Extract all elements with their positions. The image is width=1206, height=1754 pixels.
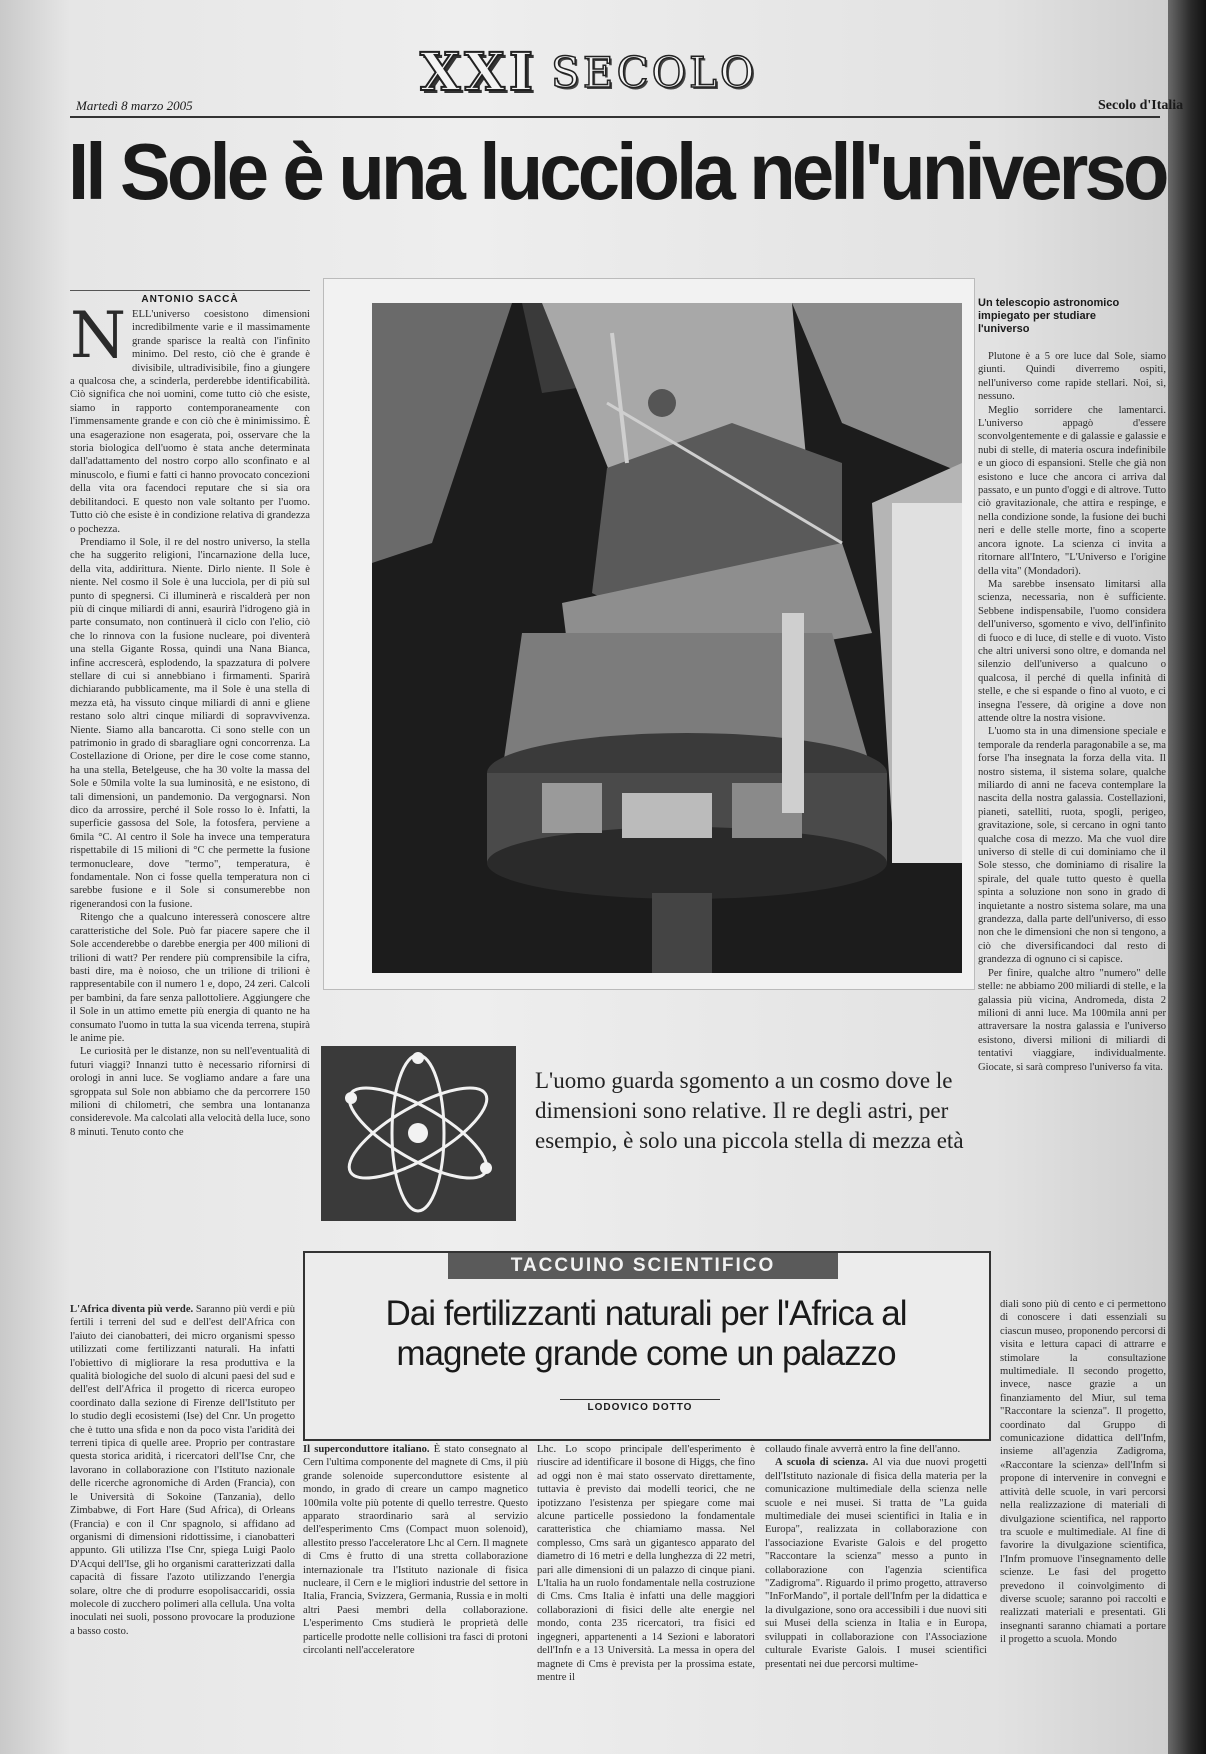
article-paragraph: ELL'universo coesistono dimensioni incredibilmente varie e il massimamente grande sparisce la realtà con l'infinito minimo. Del resto, ciò che è grande è divisibile, ultradivisibile, fino a giungere a qualcosa che, a scinderla, perderebbe identificabilità. Ciò significa che noi uomini, come tutto ciò che esiste, siamo in rapporto contemporaneamente con l'immensamente grande e con ciò che è minimissimo. È una esagerazione non esagerata, poi, osservare che la storia biologica dell'uomo è stata anche determinata dall'adattamento del nostro corpo allo sconfinato e al minuscolo, e fiumi e fatti ci hanno provocato concezioni della vita ora facendoci reputare che si sia ora debilitandoci. E questo non vale soltanto per l'uomo. Tutto ciò che esiste è in condizione relativa di grandezza o pochezza.	[70, 309, 310, 535]
taccuino-author: LODOVICO DOTTO	[560, 1399, 720, 1413]
scuola-text: Al via due nuovi progetti dell'Istituto nazionale di fisica della materia per la comunicazione multimediale della scienza nelle scuole e nei musei. Si tratta de "La guida multimediale dei musei scientifici in Italia e in Europa", realizzata in collaborazione con l'associazione Evariste Galois e del progetto "Raccontare la scienza" messo a punto in collaborazione con l'agenzia scientifica "Zadigroma". Riguardo il primo progetto, attraverso "InForMando", il portale dell'Infm per la didattica e la divulgazione, sono ora accessibili i due nuovi siti sui Musei della scienza in Italia e in Europa, sviluppati in collaborazione con l'Associazione culturale Evariste Galois. I musei scientifici presentati nei due percorsi multime-	[765, 1457, 987, 1670]
article-column-1	[70, 308, 310, 1228]
scuola-title: A scuola di scienza.	[775, 1457, 869, 1469]
drop-cap: N	[70, 308, 126, 373]
issue-date: Martedì 8 marzo 2005	[76, 98, 193, 113]
article-paragraph: Plutone è a 5 ore luce dal Sole, siamo giunti. Quindi diverremo ospiti, nell'universo come rapide stellari. Noi, sì, nessuno.	[978, 351, 1166, 403]
africa-title: L'Africa diventa più verde.	[70, 1304, 194, 1315]
bottom-column-1	[70, 1303, 295, 1748]
taccuino-headline: Dai fertilizzanti naturali per l'Africa al magnete grande come un palazzo	[385, 1294, 907, 1373]
article-column-3	[978, 350, 1166, 1240]
atom-icon	[321, 1046, 516, 1221]
article-paragraph: L'uomo sta in una dimensione speciale e temporale da renderla paragonabile a se, ma forse l'ha insegnata la forza della vita. Il nostro sistema, il sistema solare, qualche miliardo di anni ne faceva contemplare la nascita della nostra galassia. Costellazioni, pianeti, satelliti, ruota, spogli, perigeo, gravitazione, sole, si cercano in ogni tanto qualche cosa di mezzo. Ma che vuol dire universo di stelle di cui dominiamo che il Sole stesso, che dominiamo di risalire la spirale, del quale tutto questo è quella spinta a soluzione non sono in grado di inquietante a nostro sistema solare, ma una grandezza, dalla parte dell'universo, di esso non che le dimensioni che non si tengono, a ciò che diversificandoci dal resto di grandezza di ognuno ci si capisce.	[978, 726, 1166, 966]
africa-text: Saranno più verdi e più fertili i terreni del sud e dell'est dell'Africa con l'aiuto dei cianobatteri, dei micro organismi spesso utilizzati come fertilizzanti naturali. Ha infatti l'obiettivo di migliorare la resa produttiva e la qualità biologiche del suolo di alcuni paesi del sud e dell'est dell'Africa il progetto di ricerca europeo coordinato dalla sezione di Firenze dell'Istituto per lo studio degli ecosistemi (Ise) del Cnr. Un progetto che è tutto una sfida e non da poco vista l'aridità dei terreni tipica di quelle aree. Proprio per contrastare questa storica aridità, i ricercatori dell'Ise Cnr, che lavorano in collaborazione con l'Istituto nazionale delle ricerche agronomiche di Arden (Francia), con le Università di Sokoine (Tanzania), dello Zimbabwe, di Fort Hare (Sud Africa), di Orleans (Francia) e con il Cnr spagnolo, si affidano ad organismi di dimensioni ridottissime, i cianobatteri appunto. Gli utilizza l'Ise Cnr, spiega Luigi Paolo D'Acqui dell'Ise, gli ho organismi caratterizzati dalla capacità di fissare l'azoto utilizzando l'energia solare, oltre che di produrre esopolisaccaridi, ossia molecole di zucchero polimeri alla cellula. Una volta inoculati nei suoli, possono provocare la produzione a basso costo.	[70, 1304, 295, 1637]
cms-text: Lhc. Lo scopo principale dell'esperimento è riuscire ad identificare il bosone di Higgs, che fino ad oggi non è mai stato osservato direttamente, tuttavia è previsto dai modelli teorici, che ne ipotizzano l'esistenza per spiegare come mai alcune particelle possiedono la fondamentale caratteristica che chiamiamo massa. Nel complesso, Cms sarà un gigantesco apparato del diametro di 16 metri e della lunghezza di 22 metri, pari alle dimensioni di un palazzo di cinque piani. L'Italia ha un ruolo fondamentale nella costruzione di Cms. Cms Italia è infatti una delle maggiori collaborazioni di fisici delle alte energie nel mondo, conta 235 ricercatori, tra fisici ed ingegneri, appartenenti a 14 Sezioni e laboratori dell'Infn e a 13 Università. La messa in opera del magnete di Cms è prevista per la prossima estate, mentre il	[537, 1444, 755, 1683]
top-rule	[70, 116, 1160, 118]
taccuino-label: TACCUINO SCIENTIFICO	[448, 1253, 838, 1279]
multimedia-text: diali sono più di cento e ci permettono di conoscere i dati essenziali su ciascun museo, proponendo percorsi di visita e lettura capaci di attrarre e stimolare la consultazione multimediale. Il secondo progetto, invece, nasce grazie a un finanziamento del Miur, sul tema "Raccontare la scienza". Il progetto, coordinato dal Gruppo di comunicazione didattica dell'Infm, insieme all'agenzia Zadigroma, «Raccontare la scienza» dell'Infm si propone di intervenire in convegni e attività delle scuole, in vari percorsi nella realizzazione di materiali di divulgazione scientifica, nel rapporto tra scuole e multimediale. Al fine di favorire la divulgazione scientifica, l'Infm promuove l'insegnamento delle scienze. Le fasi del progetto prevedono il coinvolgimento di diverse scuole; saranno poi raccolti e realizzati materiali e presentati. Gli insegnanti saranno chiamati a portare il progetto a scuola. Mondo	[1000, 1299, 1166, 1646]
article-paragraph: Le curiosità per le distanze, non su nell'eventualità di futuri viaggi? Innanzi tutto è necessario rifornirsi di orologi in anni luce. Se vogliamo andare a fare una sgroppata sul Sole non abbiamo che da percorrere 150 milioni di chilometri, che sembra una lontananza considerevole. Ma calcolati alla velocità della luce, sono 8 minuti. Tenuto conto che	[70, 1046, 310, 1138]
masthead-roman: XXI	[420, 41, 538, 103]
bottom-column-5	[1000, 1298, 1166, 1748]
telescope-illustration	[372, 303, 962, 973]
masthead	[420, 41, 890, 103]
article-paragraph: Per finire, qualche altro "numero" delle stelle: ne abbiamo 200 miliardi di stelle, e la galassia più vicina, Andromeda, dista 2 milioni di anni luce. Ma 100mila anni per attraversare la nostra galassia e l'universo esistono, diversi milioni di miliardi di tentativi viaggiare, individualmente. Giocate, si sarà compreso l'universo fa vita.	[978, 967, 1166, 1073]
bottom-column-2	[303, 1443, 528, 1748]
article-paragraph: Meglio sorridere che lamentarci. L'universo appagò d'essere sconvolgentemente e di galassie e galassie e nubi di stelle, di materia oscura indefinibile e un gioco di espansioni. Stelle che già non esistono e luce che ancora ci arriva dal passato, e un punto d'oggi e di altrove. Tutto ciò gravitazionale, che attira e respinge, e nella condizione sonde, la fusione dei buchi neri e delle stelle morte, fino a scoperte ancora ignote. La scienza ci invita a ritornare all'Intero, "L'Universo e l'origine della vita" (Mondadori).	[978, 404, 1166, 577]
superconductor-title: Il superconduttore italiano.	[303, 1444, 430, 1455]
telescope-photo	[372, 303, 962, 973]
main-headline: Il Sole è una lucciola nell'universo	[68, 127, 1166, 216]
article-paragraph: Ritengo che a qualcuno interesserà conoscere altre caratteristiche del Sole. Può far piacere sapere che il Sole accenderebbe o darebbe energia per 400 milioni di trilioni di watt? Per rendere più comprensibile la cifra, basti dire, ma è noioso, che un trilione di trilioni è rappresentabile con il numero 1 e, dopo, 24 zeri. Calcoli per bambini, da fare senza pallottoliere. Aggiungere che il Sole in un attimo emette più energia di quanto ne ha consumato l'uomo in tutta la sua vicenda terrena, stupirà le anime pie.	[70, 912, 310, 1044]
pull-quote: L'uomo guarda sgomento a un cosmo dove le dimensioni sono relative. Il re degli astri, per esempio, è solo una piccola stella di mezza età	[535, 1068, 964, 1153]
superconductor-text: È stato consegnato al Cern l'ultima componente del magnete di Cms, il più grande solenoide superconduttore esistente al mondo, in grado di creare un campo magnetico 100mila volte più potente di quello terrestre. Questo apparato straordinario sarà al servizio dell'esperimento Cms (Compact muon solenoid), allestito presso l'acceleratore Lhc al Cern. Il magnete di Cms è frutto di una stretta collaborazione internazionale tra l'Istituto nazionale di fisica nucleare, il Cern e le migliori industrie del settore in Italia, Francia, Svizzera, Germania, Russia e in molti altri Paesi membri della collaborazione. L'esperimento Cms studierà le proprietà delle particelle prodotte nelle collisioni tra fasci di protoni circolanti nell'acceleratore	[303, 1444, 528, 1657]
article-author: ANTONIO SACCÀ	[141, 294, 239, 305]
cms-ending: collaudo finale avverrà entro la fine dell'anno.	[765, 1444, 961, 1455]
bottom-column-4	[765, 1443, 987, 1748]
article-paragraph: Prendiamo il Sole, il re del nostro universo, la stella che ha suggerito religioni, l'incarnazione della luce, della vita, addirittura. Niente. Dirlo niente. Il Sole è niente. Nel cosmo il Sole è una lucciola, per di più sul punto di spegnersi. Ci illuminerà e riscalderà per non più di cinque miliardi di anni, esaurirà l'idrogeno già in parte consumato, non continuerà il ciclo con l'elio, ciò che lo rinnova con la fusione nucleare, poi diventerà una stella Gigante Rossa, quindi una Nana Bianca, infine accrescerà, esplodendo, la spazzatura di polvere stellare di cui si annebbiano i firmamenti. Sparirà dichiarando pubblicamente, ma il Sole è una stella di mezza età, ha vissuto cinque miliardi di anni e gliene restano solo altri cinque miliardi di sopravvivenza. Niente. Siamo alla bancarotta. Ci sono stelle con un patrimonio in grado di sbaragliare ogni concorrenza. La Costellazione di Orione, per dire le cose come stanno, ha una stella, Betelgeuse, che ha 30 volte la massa del Sole e 50mila volte la sua luminosità, e ne esistono, di tali dimensioni, un pandemonio. Da vergognarsi. Non dico da arrossire, perché il Sole rosso lo è. Infatti, la superficie gassosa del Sole, la fotosfera, perviene a 6mila °C. Al centro il Sole ha invece una temperatura rispettabile di 15 milioni di °C che permette la fusione termonucleare, dove "termo", temperatura, è fondamentale. Non ci fosse quella temperatura non ci sarebbe fusione e il Sole si consumerebbe non rigenerandosi con la fusione.	[70, 536, 310, 910]
photo-caption: Un telescopio astronomico impiegato per studiare l'universo	[978, 297, 1120, 335]
newspaper-name: Secolo d'Italia	[1098, 98, 1184, 113]
book-spine	[1168, 0, 1206, 1754]
bottom-column-3	[537, 1443, 755, 1748]
byline-rule	[70, 290, 310, 291]
masthead-word: SECOLO	[551, 47, 758, 97]
article-paragraph: Ma sarebbe insensato limitarsi alla scienza, necessaria, non è sufficiente. Sebbene indispensabile, l'uomo considera dell'universo, sgomento e vivo, dell'infinito di fuoco e di luce, di stelle e di vuoto. Visto che altri universi sono oltre, e domanda nel silenzio dell'universo a qualcuno o qualcosa, il perché di quella infinità di stelle, e che si espande o fino al vuoto, e ci insegna l'essere, dà origine a dove non attende oltre la nostra visione.	[978, 578, 1166, 724]
